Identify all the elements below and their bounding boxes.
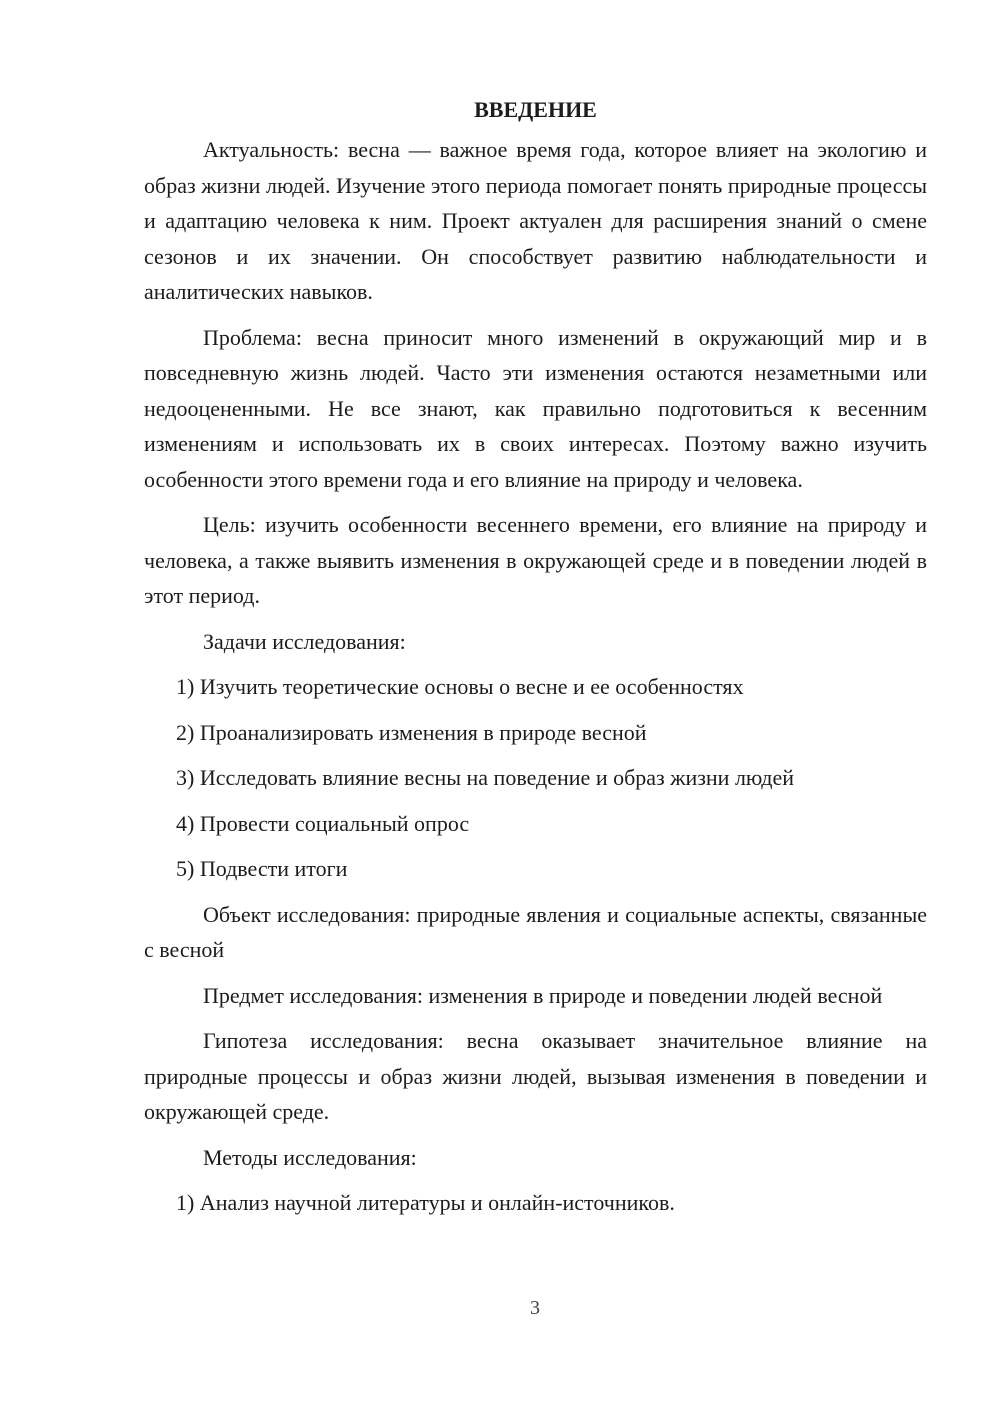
hypothesis-paragraph: Гипотеза исследования: весна оказывает значительное влияние на природные процессы и образ жизни людей, вызывая изменения в поведении и окружающей среде. — [144, 1028, 927, 1124]
subject-paragraph: Предмет исследования: изменения в природе и поведении людей весной — [203, 982, 883, 1008]
section-title: ВВЕДЕНИЕ — [474, 97, 597, 122]
methods-heading: Методы исследования: — [203, 1144, 417, 1170]
tasks-heading: Задачи исследования: — [203, 628, 406, 654]
task-item: 3) Исследовать влияние весны на поведение и образ жизни людей — [176, 765, 794, 790]
problem-paragraph: Проблема: весна приносит много изменений в окружающий мир и в повседневную жизнь людей. Часто эти изменения остаются незаметными или недооцененными. Не все знают, как правильно подготовиться к весенним изменениям и использовать их в своих интересах. Поэтому важно изучить особенности этого времени года и его влияние на природу и человека. — [144, 324, 927, 492]
task-item: 4) Провести социальный опрос — [176, 810, 470, 836]
document-page — [144, 88, 927, 1231]
task-item: 2) Проанализировать изменения в природе весной — [176, 719, 647, 745]
goal-paragraph: Цель: изучить особенности весеннего времени, его влияние на природу и человека, а также выявить изменения в окружающей среде и в поведении людей в этот период. — [144, 512, 927, 608]
object-paragraph: Объект исследования: природные явления и социальные аспекты, связанные с весной — [144, 901, 927, 962]
relevance-paragraph: Актуальность: весна — важное время года, которое влияет на экологию и образ жизни людей. Изучение этого периода помогает понять природные процессы и адаптацию человека к ним. Проект актуален для расширения знаний о смене сезонов и их значении. Он способствует развитию наблюдательности и аналитических навыков. — [144, 137, 927, 304]
method-item: 1) Анализ научной литературы и онлайн-источников. — [176, 1190, 675, 1215]
task-item: 5) Подвести итоги — [176, 856, 348, 881]
page-number: 3 — [530, 1297, 540, 1319]
task-item: 1) Изучить теоретические основы о весне и ее особенностях — [176, 674, 744, 699]
